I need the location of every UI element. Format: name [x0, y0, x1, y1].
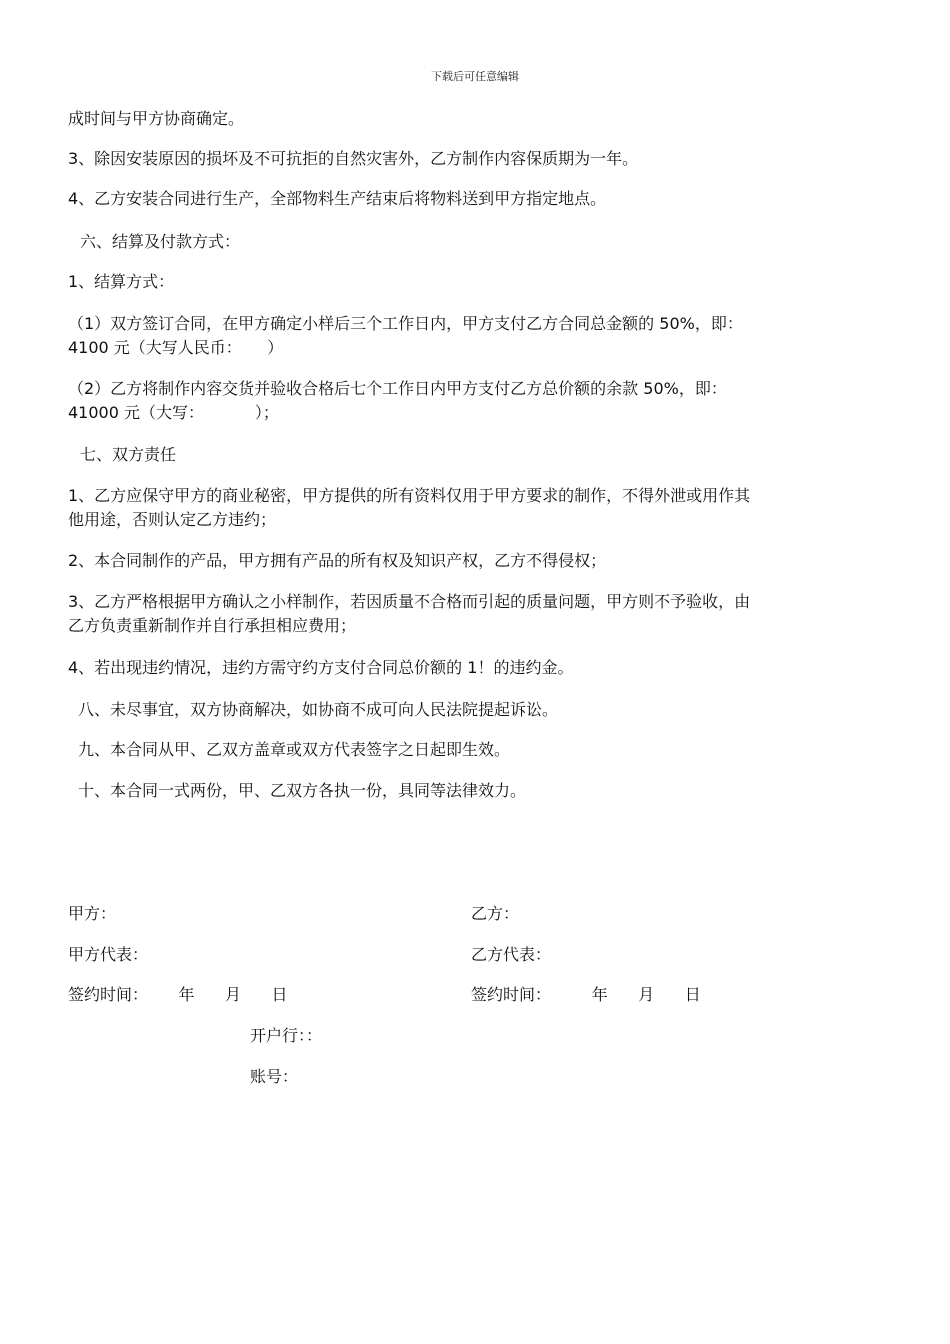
- bank-label: 开户行：：: [250, 1026, 323, 1045]
- page-header-note: 下载后可任意编辑: [431, 70, 519, 83]
- party-a-label: 甲方：: [68, 904, 117, 923]
- party-b-label: 乙方：: [471, 904, 520, 923]
- paragraph-quality-line1: 3、乙方严格根据甲方确认之小样制作，若因质量不合格而引起的质量问题，甲方则不予验收，由: [68, 592, 751, 611]
- section-heading-responsibilities: 七、双方责任: [80, 445, 177, 464]
- section-copies: 十、本合同一式两份，甲、乙双方各执一份，具同等法律效力。: [78, 781, 527, 800]
- paragraph-confidentiality-line2: 他用途，否则认定乙方违约；: [68, 510, 277, 529]
- section-disputes: 八、未尽事宜，双方协商解决，如协商不成可向人民法院提起诉讼。: [78, 700, 559, 719]
- party-b-representative-label: 乙方代表：: [471, 945, 552, 964]
- paragraph-completion-time: 成时间与甲方协商确定。: [68, 109, 245, 128]
- paragraph-breach-penalty: 4、若出现违约情况，违约方需守约方支付合同总价额的 1！的违约金。: [68, 658, 574, 677]
- account-number-label: 账号：: [250, 1067, 299, 1086]
- paragraph-ownership: 2、本合同制作的产品，甲方拥有产品的所有权及知识产权，乙方不得侵权；: [68, 551, 607, 570]
- paragraph-payment-2-line2: 41000 元（大写： ）；: [68, 403, 279, 422]
- paragraph-payment-1-line2: 4100 元（大写人民币： ）: [68, 338, 284, 357]
- paragraph-settlement-method: 1、结算方式：: [68, 272, 175, 291]
- party-b-signing-date: 签约时间： 年 月 日: [471, 985, 701, 1004]
- paragraph-payment-1-line1: （1）双方签订合同，在甲方确定小样后三个工作日内，甲方支付乙方合同总金额的 50%，即：: [68, 314, 743, 333]
- paragraph-confidentiality-line1: 1、乙方应保守甲方的商业秘密，甲方提供的所有资料仅用于甲方要求的制作，不得外泄或用作其: [68, 486, 751, 505]
- paragraph-production-delivery: 4、乙方安装合同进行生产，全部物料生产结束后将物料送到甲方指定地点。: [68, 189, 607, 208]
- section-heading-settlement: 六、结算及付款方式：: [80, 232, 241, 251]
- party-a-signing-date: 签约时间： 年 月 日: [68, 985, 288, 1004]
- paragraph-quality-line2: 乙方负责重新制作并自行承担相应费用；: [68, 616, 357, 635]
- section-effective-date: 九、本合同从甲、乙双方盖章或双方代表签字之日起即生效。: [78, 740, 511, 759]
- paragraph-payment-2-line1: （2）乙方将制作内容交货并验收合格后七个工作日内甲方支付乙方总价额的余款 50%，即：: [68, 379, 727, 398]
- party-a-representative-label: 甲方代表：: [68, 945, 149, 964]
- paragraph-warranty: 3、除因安装原因的损坏及不可抗拒的自然灾害外，乙方制作内容保质期为一年。: [68, 149, 639, 168]
